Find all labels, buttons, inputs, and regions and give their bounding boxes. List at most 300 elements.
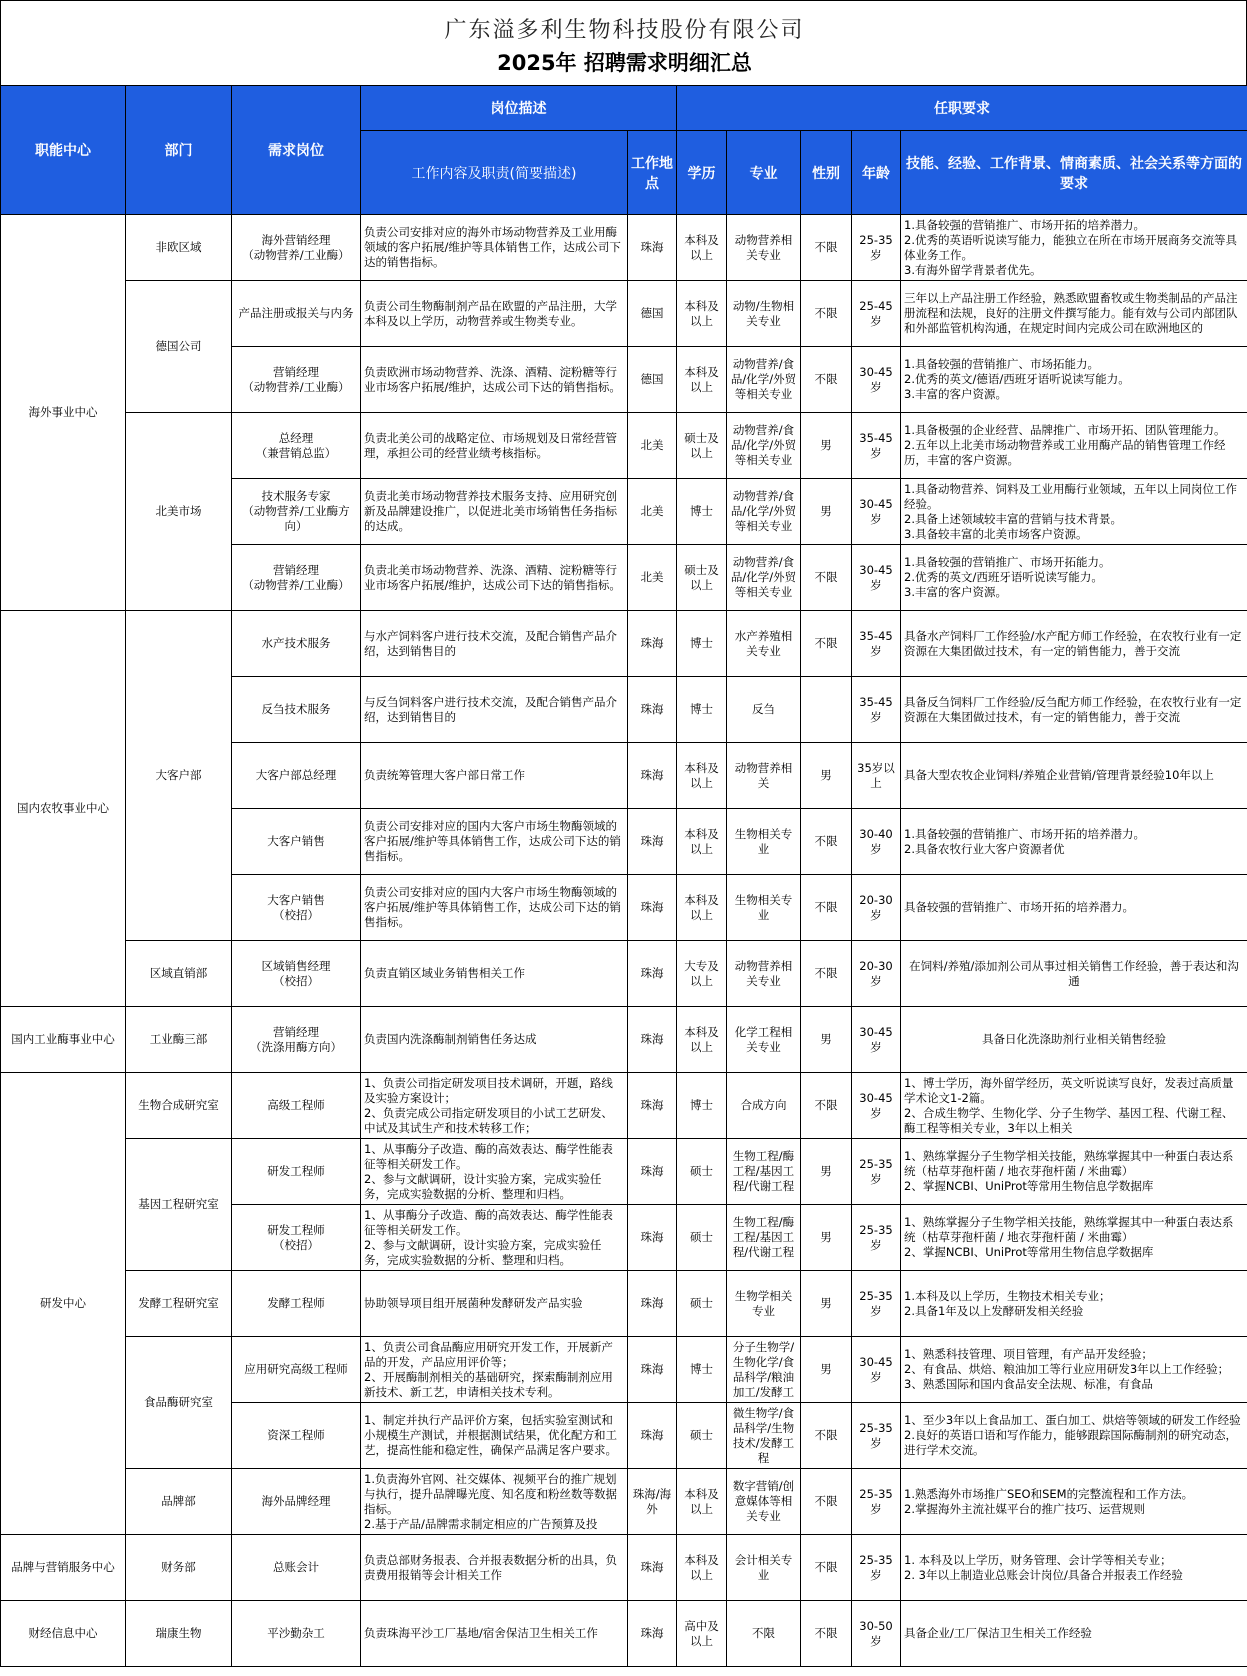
cell-gender-text: 不限	[814, 1626, 838, 1640]
cell-duties-text: 1、制定并执行产品评价方案，包括实验室测试和小规模生产测试，并根据测试结果，优化配方和工艺，提高性能和稳定性，确保产品满足客户要求。	[364, 1413, 617, 1457]
cell-position	[232, 215, 361, 281]
cell-age	[852, 1271, 901, 1337]
cell-location	[628, 347, 677, 413]
cell-education	[677, 1139, 727, 1205]
cell-skills	[901, 1205, 1247, 1271]
cell-gender-text: 不限	[814, 834, 838, 848]
cell-age-text: 35-45岁	[859, 694, 893, 724]
cell-education-text: 硕士	[690, 1428, 713, 1442]
cell-position-text: 产品注册或报关与内务	[238, 306, 354, 320]
cell-location	[628, 941, 677, 1007]
cell-duties	[361, 1205, 628, 1271]
cell-major-text: 不限	[752, 1626, 775, 1640]
cell-gender	[801, 347, 852, 413]
cell-gender	[801, 215, 852, 281]
document-title: 2025年 招聘需求明细汇总	[497, 51, 752, 75]
cell-education-text: 硕士及以上	[684, 430, 719, 460]
cell-age-text: 30-45岁	[859, 1090, 893, 1120]
cell-dept: 德国公司	[126, 281, 232, 413]
cell-major-text: 动物营养/食品/化学/外贸等相关专业	[730, 555, 797, 599]
cell-dept: 区域直销部	[126, 941, 232, 1007]
cell-skills-text: 1、至少3年以上食品加工、蛋白加工、烘焙等领域的研发工作经验 2.良好的英语口语和写作能力，能够跟踪国际酶制剂的研究动态，进行学术交流。	[904, 1413, 1241, 1457]
cell-skills-text: 1.具备极强的企业经营、品牌推广、市场开拓、团队管理能力。 2.五年以上北美市场动物营养或工业用酶产品的销售管理工作经历，丰富的客户资源。	[904, 423, 1226, 467]
cell-location-text: 珠海	[640, 1032, 664, 1046]
cell-major	[727, 809, 801, 875]
cell-gender	[801, 1337, 852, 1403]
cell-age	[852, 1007, 901, 1073]
cell-gender	[801, 1205, 852, 1271]
cell-age	[852, 1337, 901, 1403]
cell-skills	[901, 743, 1247, 809]
cell-position	[232, 1403, 361, 1469]
cell-education	[677, 677, 727, 743]
cell-major-text: 分子生物学/生物化学/食品科学/粮油加工/发酵工	[732, 1339, 795, 1399]
cell-position	[232, 347, 361, 413]
cell-position-text: 营销经理 （动物营养/工业酶）	[242, 562, 350, 592]
cell-gender-text: 不限	[814, 1428, 838, 1442]
cell-age	[852, 1073, 901, 1139]
cell-education	[677, 1007, 727, 1073]
cell-duties	[361, 479, 628, 545]
title-block	[0, 0, 1247, 86]
cell-dept: 非欧区域	[126, 215, 232, 281]
header-skills: 技能、经验、工作背景、情商素质、社会关系等方面的要求	[901, 131, 1247, 215]
cell-duties-text: 负责国内洗涤酶制剂销售任务达成	[364, 1032, 537, 1046]
cell-duties-text: 与水产饲料客户进行技术交流，及配合销售产品介绍，达到销售目的	[364, 628, 617, 658]
cell-skills-text: 1、熟练掌握分子生物学相关技能，熟练掌握其中一种蛋白表达系统（枯草芽孢杆菌 / 地衣芽孢杆菌 / 米曲霉） 2、掌握NCBI、UniProt等常用生物信息学数据库	[904, 1215, 1234, 1259]
cell-duties-text: 协助领导项目组开展菌种发酵研发产品实验	[364, 1296, 583, 1310]
cell-education	[677, 1073, 727, 1139]
cell-gender-text: 不限	[814, 1098, 838, 1112]
cell-age	[852, 1139, 901, 1205]
cell-dept: 大客户部	[126, 611, 232, 941]
cell-skills	[901, 611, 1247, 677]
cell-dept: 生物合成研究室	[126, 1073, 232, 1139]
cell-age	[852, 611, 901, 677]
cell-skills	[901, 677, 1247, 743]
cell-skills	[901, 1403, 1247, 1469]
cell-age-text: 30-50岁	[859, 1618, 893, 1648]
cell-duties	[361, 1139, 628, 1205]
cell-education	[677, 545, 727, 611]
header-major: 专业	[727, 131, 801, 215]
cell-skills	[901, 941, 1247, 1007]
cell-major-text: 动物营养相关专业	[734, 958, 793, 988]
cell-education	[677, 1535, 727, 1601]
cell-major-text: 数字营销/创意媒体等相关专业	[732, 1479, 795, 1523]
cell-gender-text: 不限	[814, 1560, 838, 1574]
cell-gender-text: 男	[820, 438, 832, 452]
cell-gender-text: 不限	[814, 900, 838, 914]
cell-age-text: 20-30岁	[859, 958, 893, 988]
cell-location-text: 珠海	[640, 1230, 664, 1244]
cell-dept: 北美市场	[126, 413, 232, 611]
cell-location	[628, 1139, 677, 1205]
cell-position-text: 发酵工程师	[267, 1296, 325, 1310]
cell-major	[727, 1535, 801, 1601]
cell-skills	[901, 875, 1247, 941]
header-requirements: 任职要求	[677, 86, 1247, 131]
cell-position-text: 区域销售经理 （校招）	[261, 958, 331, 988]
cell-duties	[361, 413, 628, 479]
cell-gender	[801, 1139, 852, 1205]
cell-location-text: 珠海	[640, 1098, 664, 1112]
cell-skills-text: 1、熟悉科技管理、项目管理，有产品开发经验； 2、有食品、烘焙、粮油加工等行业应用研发3年以上工作经验； 3、熟悉国际和国内食品安全法规、标准，有食品	[904, 1347, 1230, 1391]
cell-gender	[801, 941, 852, 1007]
cell-duties-text: 负责北美市场动物营养、洗涤、酒精、淀粉糖等行业市场客户拓展/维护，达成公司下达的销售指标。	[364, 562, 621, 592]
cell-gender	[801, 743, 852, 809]
cell-education-text: 硕士	[690, 1164, 713, 1178]
cell-position	[232, 545, 361, 611]
cell-age-text: 25-35岁	[859, 1552, 893, 1582]
cell-skills-text: 1.具备较强的营销推广、市场拓能力。 2.优秀的英文/德语/西班牙语听说读写能力。 3.丰富的客户资源。	[904, 357, 1130, 401]
cell-major	[727, 413, 801, 479]
cell-position-text: 资深工程师	[267, 1428, 325, 1442]
cell-skills	[901, 1337, 1247, 1403]
cell-skills	[901, 281, 1247, 347]
cell-duties-text: 负责北美市场动物营养技术服务支持、应用研究创新及品牌建设推广，以促进北美市场销售任务指标的达成。	[364, 489, 617, 533]
cell-education-text: 本科及以上	[684, 826, 719, 856]
cell-duties	[361, 1403, 628, 1469]
cell-skills-text: 1.具备较强的营销推广、市场开拓的培养潜力。 2.优秀的英语听说读写能力，能独立在所在市场开展商务交流等具体业务工作。 3.有海外留学背景者优先。	[904, 217, 1237, 277]
cell-gender-text: 男	[820, 1296, 832, 1310]
cell-education-text: 博士	[690, 702, 713, 716]
cell-age	[852, 743, 901, 809]
cell-location-text: 珠海	[640, 1626, 664, 1640]
cell-position	[232, 611, 361, 677]
cell-duties-text: 与反刍饲料客户进行技术交流，及配合销售产品介绍，达到销售目的	[364, 694, 617, 724]
cell-major	[727, 875, 801, 941]
cell-location-text: 珠海	[640, 1362, 664, 1376]
cell-age-text: 25-45岁	[859, 298, 893, 328]
cell-major	[727, 1073, 801, 1139]
cell-duties	[361, 1007, 628, 1073]
cell-major	[727, 1139, 801, 1205]
cell-center: 海外事业中心	[1, 215, 126, 611]
cell-skills	[901, 1139, 1247, 1205]
cell-duties-text: 负责公司安排对应的海外市场动物营养及工业用酶领域的客户拓展/维护等具体销售工作，达成公司下达的销售指标。	[364, 225, 621, 269]
cell-location-text: 北美	[640, 504, 664, 518]
cell-dept: 基因工程研究室	[126, 1139, 232, 1271]
cell-major-text: 动物营养/食品/化学/外贸等相关专业	[730, 357, 797, 401]
cell-skills-text: 具备反刍饲料厂工作经验/反刍配方师工作经验，在农牧行业有一定资源在大集团做过技术，有一定的销售能力，善于交流	[904, 694, 1242, 724]
cell-education-text: 本科及以上	[684, 298, 719, 328]
header-dept: 部门	[126, 86, 232, 215]
table-row	[1, 215, 1247, 281]
cell-major-text: 生物工程/酶工程/基因工程/代谢工程	[732, 1149, 795, 1193]
cell-age	[852, 281, 901, 347]
cell-age-text: 35岁以上	[857, 760, 895, 790]
recruitment-table	[0, 85, 1247, 1667]
cell-position	[232, 677, 361, 743]
cell-age	[852, 1403, 901, 1469]
cell-location	[628, 413, 677, 479]
cell-education	[677, 479, 727, 545]
cell-position	[232, 1337, 361, 1403]
cell-major	[727, 1601, 801, 1667]
cell-education	[677, 281, 727, 347]
table-row	[1, 1271, 1247, 1337]
cell-position-text: 平沙勤杂工	[267, 1626, 325, 1640]
cell-education-text: 本科及以上	[684, 364, 719, 394]
cell-position	[232, 1535, 361, 1601]
cell-education	[677, 611, 727, 677]
cell-location-text: 珠海	[640, 1560, 664, 1574]
cell-location-text: 珠海	[640, 768, 664, 782]
cell-duties-text: 1、负责公司食品酶应用研究开发工作，开展新产品的开发，产品应用评价等； 2、开展酶制剂相关的基础研究，探索酶制剂应用新技术、新工艺，申请相关技术专利。	[364, 1339, 613, 1399]
cell-education-text: 高中及以上	[684, 1618, 719, 1648]
cell-gender	[801, 281, 852, 347]
cell-skills-text: 1. 本科及以上学历，财务管理、会计学等相关专业； 2. 3年以上制造业总账会计岗位/具备合并报表工作经验	[904, 1552, 1183, 1582]
cell-duties-text: 1、负责公司指定研发项目技术调研，开题，路线及实验方案设计； 2、负责完成公司指定研发项目的小试工艺研发、中试及其试生产和技术转移工作；	[364, 1075, 613, 1135]
cell-position	[232, 1601, 361, 1667]
cell-position-text: 总账会计	[273, 1560, 319, 1574]
cell-gender	[801, 545, 852, 611]
table-row	[1, 281, 1247, 347]
cell-gender-text: 不限	[814, 372, 838, 386]
cell-duties-text: 负责公司安排对应的国内大客户市场生物酶领域的客户拓展/维护等具体销售工作，达成公司下达的销售指标。	[364, 885, 621, 929]
cell-location	[628, 1535, 677, 1601]
cell-location-text: 珠海/海外	[632, 1486, 672, 1516]
cell-gender	[801, 1073, 852, 1139]
cell-skills	[901, 347, 1247, 413]
cell-location	[628, 743, 677, 809]
cell-duties	[361, 875, 628, 941]
cell-location	[628, 809, 677, 875]
cell-major	[727, 1271, 801, 1337]
cell-gender-text: 不限	[814, 636, 838, 650]
cell-location-text: 珠海	[640, 702, 664, 716]
cell-education-text: 本科及以上	[684, 232, 719, 262]
cell-skills-text: 具备大型农牧企业饲料/养殖企业营销/管理背景经验10年以上	[904, 768, 1214, 782]
cell-location-text: 德国	[640, 306, 664, 320]
cell-center: 研发中心	[1, 1073, 126, 1535]
table-row	[1, 1337, 1247, 1403]
cell-major-text: 动物营养/食品/化学/外贸等相关专业	[730, 423, 797, 467]
cell-age	[852, 941, 901, 1007]
cell-location-text: 珠海	[640, 1428, 664, 1442]
cell-location	[628, 875, 677, 941]
header-center: 职能中心	[1, 86, 126, 215]
cell-education-text: 博士	[690, 504, 713, 518]
cell-duties-text: 负责欧洲市场动物营养、洗涤、酒精、淀粉糖等行业市场客户拓展/维护，达成公司下达的销售指标。	[364, 364, 621, 394]
cell-major-text: 动物营养/食品/化学/外贸等相关专业	[730, 489, 797, 533]
cell-dept: 发酵工程研究室	[126, 1271, 232, 1337]
cell-skills	[901, 1007, 1247, 1073]
cell-major-text: 生物学相关专业	[734, 1288, 793, 1318]
cell-major	[727, 479, 801, 545]
cell-major	[727, 1007, 801, 1073]
cell-education-text: 本科及以上	[684, 1024, 719, 1054]
cell-duties	[361, 941, 628, 1007]
cell-education-text: 本科及以上	[684, 760, 719, 790]
cell-age-text: 30-45岁	[859, 562, 893, 592]
cell-major-text: 动物营养相关	[734, 760, 793, 790]
cell-location	[628, 1205, 677, 1271]
cell-age-text: 30-40岁	[859, 826, 893, 856]
cell-education	[677, 1601, 727, 1667]
cell-location-text: 德国	[640, 372, 664, 386]
cell-education-text: 本科及以上	[684, 892, 719, 922]
cell-gender	[801, 809, 852, 875]
cell-location-text: 珠海	[640, 900, 664, 914]
cell-education	[677, 743, 727, 809]
cell-gender	[801, 875, 852, 941]
cell-major-text: 生物工程/酶工程/基因工程/代谢工程	[732, 1215, 795, 1259]
cell-position-text: 总经理 （兼营销总监）	[255, 430, 337, 460]
cell-duties	[361, 545, 628, 611]
cell-age-text: 30-45岁	[859, 1354, 893, 1384]
cell-skills-text: 具备企业/工厂保洁卫生相关工作经验	[904, 1626, 1092, 1640]
cell-position	[232, 1139, 361, 1205]
cell-center: 财经信息中心	[1, 1601, 126, 1667]
cell-duties	[361, 809, 628, 875]
header-duties: 工作内容及职责(简要描述)	[361, 131, 628, 215]
cell-gender	[801, 1535, 852, 1601]
cell-location	[628, 479, 677, 545]
cell-gender-text: 男	[820, 1164, 832, 1178]
cell-skills-text: 1.具备动物营养、饲料及工业用酶行业领域，五年以上同岗位工作经验。 2.具备上述领域较丰富的营销与技术背景。 3.具备较丰富的北美市场客户资源。	[904, 481, 1237, 541]
cell-gender-text: 不限	[814, 966, 838, 980]
header-location: 工作地点	[628, 131, 677, 215]
cell-skills-text: 在饲料/养殖/添加剂公司从事过相关销售工作经验，善于表达和沟通	[909, 958, 1239, 988]
cell-duties-text: 负责公司生物酶制剂产品在欧盟的产品注册，大学本科及以上学历，动物营养或生物类专业。	[364, 298, 617, 328]
cell-gender-text: 不限	[814, 1494, 838, 1508]
cell-gender-text: 不限	[814, 570, 838, 584]
cell-dept: 瑞康生物	[126, 1601, 232, 1667]
cell-major	[727, 1469, 801, 1535]
cell-education	[677, 413, 727, 479]
cell-education	[677, 875, 727, 941]
cell-age-text: 30-45岁	[859, 364, 893, 394]
cell-skills	[901, 545, 1247, 611]
cell-duties-text: 1、从事酶分子改造、酶的高效表达、酶学性能表征等相关研发工作。 2、参与文献调研，设计实验方案，完成实验任务，完成实验数据的分析、整理和归档。	[364, 1207, 613, 1267]
cell-education	[677, 347, 727, 413]
cell-duties	[361, 611, 628, 677]
cell-skills	[901, 1535, 1247, 1601]
cell-skills-text: 1、熟练掌握分子生物学相关技能，熟练掌握其中一种蛋白表达系统（枯草芽孢杆菌 / 地衣芽孢杆菌 / 米曲霉） 2、掌握NCBI、UniProt等常用生物信息学数据库	[904, 1149, 1234, 1193]
cell-gender	[801, 611, 852, 677]
cell-major-text: 会计相关专业	[734, 1552, 793, 1582]
cell-position-text: 研发工程师 （校招）	[267, 1222, 325, 1252]
cell-location-text: 珠海	[640, 1296, 664, 1310]
cell-age-text: 25-35岁	[859, 232, 893, 262]
cell-location	[628, 1601, 677, 1667]
cell-education-text: 博士	[690, 1362, 713, 1376]
cell-location	[628, 1007, 677, 1073]
cell-age-text: 25-35岁	[859, 1420, 893, 1450]
cell-skills	[901, 1271, 1247, 1337]
cell-position	[232, 743, 361, 809]
cell-education	[677, 1205, 727, 1271]
cell-age-text: 25-35岁	[859, 1288, 893, 1318]
cell-education-text: 硕士	[690, 1296, 713, 1310]
cell-gender-text: 男	[820, 1230, 832, 1244]
cell-position-text: 营销经理 （洗涤用酶方向）	[250, 1024, 342, 1054]
header-age: 年龄	[852, 131, 901, 215]
cell-education	[677, 941, 727, 1007]
cell-gender	[801, 1601, 852, 1667]
cell-location	[628, 677, 677, 743]
cell-location-text: 北美	[640, 438, 664, 452]
cell-location-text: 北美	[640, 570, 664, 584]
cell-location	[628, 1469, 677, 1535]
cell-location	[628, 545, 677, 611]
cell-age	[852, 479, 901, 545]
cell-age	[852, 1205, 901, 1271]
cell-duties-text: 负责北美公司的战略定位、市场规划及日常经营管理，承担公司的经营业绩考核指标。	[364, 430, 617, 460]
cell-major	[727, 281, 801, 347]
cell-duties-text: 1.负责海外官网、社交媒体、视频平台的推广规划与执行，提升品牌曝光度、知名度和粉丝数等数据指标。 2.基于产品/品牌需求制定相应的广告预算及投	[364, 1471, 617, 1531]
cell-age-text: 25-35岁	[859, 1222, 893, 1252]
cell-position-text: 营销经理 （动物营养/工业酶）	[242, 364, 350, 394]
cell-location	[628, 1403, 677, 1469]
table-row	[1, 941, 1247, 1007]
cell-position-text: 海外营销经理 （动物营养/工业酶）	[242, 232, 350, 262]
cell-major	[727, 1403, 801, 1469]
cell-location	[628, 1337, 677, 1403]
cell-age-text: 20-30岁	[859, 892, 893, 922]
cell-gender-text: 男	[820, 504, 832, 518]
cell-skills	[901, 1469, 1247, 1535]
table-row	[1, 611, 1247, 677]
cell-major	[727, 743, 801, 809]
cell-gender	[801, 1007, 852, 1073]
cell-gender	[801, 677, 852, 743]
cell-major	[727, 1205, 801, 1271]
cell-position-text: 反刍技术服务	[261, 702, 331, 716]
cell-age-text: 35-45岁	[859, 628, 893, 658]
cell-position	[232, 1007, 361, 1073]
cell-age-text: 35-45岁	[859, 430, 893, 460]
cell-position	[232, 1469, 361, 1535]
cell-dept: 财务部	[126, 1535, 232, 1601]
cell-position-text: 大客户销售 （校招）	[267, 892, 325, 922]
cell-education-text: 博士	[690, 1098, 713, 1112]
cell-major	[727, 215, 801, 281]
cell-major	[727, 611, 801, 677]
cell-major	[727, 1337, 801, 1403]
cell-gender	[801, 1271, 852, 1337]
cell-duties	[361, 1271, 628, 1337]
cell-age-text: 30-45岁	[859, 1024, 893, 1054]
cell-major-text: 反刍	[752, 702, 775, 716]
cell-skills-text: 1.具备较强的营销推广、市场开拓能力。 2.优秀的英文/西班牙语听说读写能力。 3.丰富的客户资源。	[904, 555, 1111, 599]
cell-location	[628, 281, 677, 347]
cell-duties	[361, 1073, 628, 1139]
table-row	[1, 1601, 1247, 1667]
cell-duties	[361, 1601, 628, 1667]
cell-age	[852, 413, 901, 479]
cell-location-text: 珠海	[640, 966, 664, 980]
cell-gender	[801, 413, 852, 479]
cell-age	[852, 1535, 901, 1601]
cell-age	[852, 1469, 901, 1535]
cell-education-text: 硕士	[690, 1230, 713, 1244]
cell-gender-text: 男	[820, 1032, 832, 1046]
cell-education	[677, 1271, 727, 1337]
cell-age	[852, 545, 901, 611]
cell-skills	[901, 413, 1247, 479]
table-row	[1, 1469, 1247, 1535]
cell-major-text: 水产养殖相关专业	[734, 628, 793, 658]
cell-age	[852, 347, 901, 413]
cell-education-text: 本科及以上	[684, 1552, 719, 1582]
cell-duties-text: 负责总部财务报表、合并报表数据分析的出具，负责费用报销等会计相关工作	[364, 1552, 617, 1582]
cell-age-text: 30-45岁	[859, 496, 893, 526]
cell-position-text: 研发工程师	[267, 1164, 325, 1178]
cell-position	[232, 479, 361, 545]
